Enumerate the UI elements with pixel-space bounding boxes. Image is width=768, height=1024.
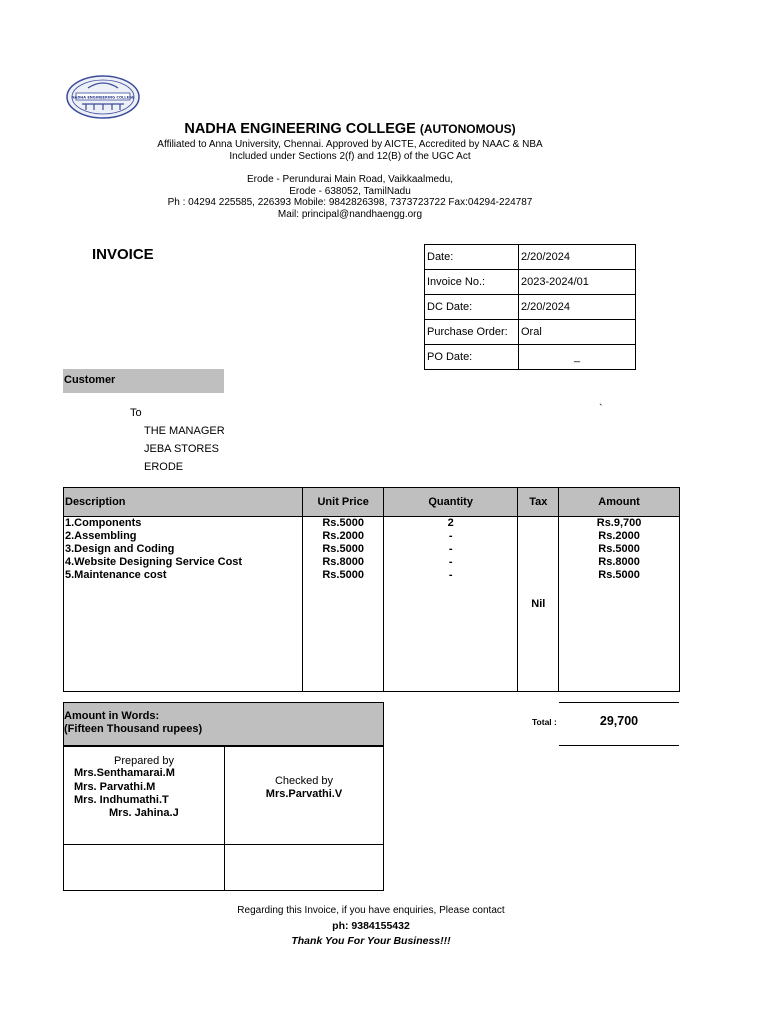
header-tax: Tax	[518, 488, 559, 517]
total-label: Total :	[532, 717, 557, 727]
total-bottom-rule	[559, 745, 679, 746]
meta-label: DC Date:	[425, 295, 519, 320]
stray-mark: `	[599, 403, 603, 415]
mail-line: Mail: principal@nandhaengg.org	[277, 209, 423, 220]
item-unit-price: Rs.5000	[322, 543, 364, 555]
phone-line: Ph : 04294 225585, 226393 Mobile: 9842826398, 7373723722 Fax:04294-224787	[167, 197, 533, 208]
item-amount: Rs.9,700	[596, 517, 642, 529]
prepared-by-label: Prepared by	[114, 755, 174, 767]
item-description: 5.Maintenance cost	[65, 569, 167, 581]
item-description: 4.Website Designing Service Cost	[65, 556, 243, 568]
header-description: Description	[64, 488, 303, 517]
autonomous-label: (AUTONOMOUS)	[419, 122, 516, 136]
tax-value: Nil	[518, 517, 559, 692]
prepared-signature-box	[63, 844, 225, 891]
college-name	[0, 121, 700, 137]
customer-line-3: ERODE	[144, 461, 184, 473]
meta-label: PO Date:	[425, 345, 519, 370]
item-quantity: 2	[447, 517, 454, 529]
preparer-name: Mrs.Senthamarai.M	[74, 767, 175, 779]
total-value: 29,700	[599, 714, 639, 728]
customer-line-1: THE MANAGER	[144, 425, 225, 437]
preparer-name: Mrs. Jahina.J	[109, 807, 179, 819]
college-logo	[66, 74, 140, 120]
amount-in-words-box	[63, 702, 384, 746]
item-description: 1.Components	[65, 517, 142, 529]
ugc-text: Included under Sections 2(f) and 12(B) of the UGC Act	[229, 151, 471, 162]
meta-row-date	[425, 245, 636, 270]
meta-row-purchase-order	[425, 320, 636, 345]
invoice-title: INVOICE	[92, 246, 154, 263]
quantity-column	[383, 517, 518, 692]
meta-row-dc-date	[425, 295, 636, 320]
invoice-meta-table	[424, 244, 636, 370]
unit-price-column	[303, 517, 383, 692]
item-amount: Rs.2000	[598, 530, 640, 542]
customer-to: To	[130, 407, 142, 419]
customer-line-2: JEBA STORES	[144, 443, 219, 455]
meta-row-po-date	[425, 345, 636, 370]
item-unit-price: Rs.5000	[322, 569, 364, 581]
items-table	[63, 487, 680, 692]
item-amount: Rs.5000	[598, 543, 640, 555]
checked-signature-box	[224, 844, 384, 891]
thank-you-text: Thank You For Your Business!!!	[291, 935, 451, 947]
meta-row-invoice-no	[425, 270, 636, 295]
meta-value: 2/20/2024	[519, 295, 636, 320]
amount-in-words-label: Amount in Words:	[64, 710, 160, 722]
meta-value: _	[519, 345, 636, 370]
preparer-name: Mrs. Indhumathi.T	[74, 794, 169, 806]
item-quantity: -	[448, 556, 453, 568]
checker-name: Mrs.Parvathi.V	[265, 788, 343, 800]
item-amount: Rs.5000	[598, 569, 640, 581]
svg-text:NADHA ENGINEERING COLLEGE: NADHA ENGINEERING COLLEGE	[71, 95, 135, 100]
preparer-name: Mrs. Parvathi.M	[74, 781, 156, 793]
item-quantity: -	[448, 543, 453, 555]
header-amount: Amount	[559, 488, 680, 517]
meta-value: 2/20/2024	[519, 245, 636, 270]
item-quantity: -	[448, 569, 453, 581]
prepared-by-box	[63, 746, 225, 845]
total-top-rule	[559, 702, 679, 703]
meta-label: Purchase Order:	[425, 320, 519, 345]
header-unit-price: Unit Price	[303, 488, 383, 517]
items-body-row	[64, 517, 680, 692]
item-amount: Rs.8000	[598, 556, 640, 568]
meta-value: Oral	[519, 320, 636, 345]
meta-label: Invoice No.:	[425, 270, 519, 295]
contact-phone: ph: 9384155432	[332, 920, 410, 932]
item-unit-price: Rs.8000	[322, 556, 364, 568]
enquiry-text: Regarding this Invoice, if you have enquiries, Please contact	[237, 905, 505, 916]
amount-column	[559, 517, 680, 692]
affiliation-text: Affiliated to Anna University, Chennai. Approved by AICTE, Accredited by NAAC & NBA	[157, 139, 543, 150]
address-line-2: Erode - 638052, TamilNadu	[289, 186, 411, 197]
meta-value: 2023-2024/01	[519, 270, 636, 295]
description-column	[64, 517, 303, 692]
item-unit-price: Rs.2000	[322, 530, 364, 542]
item-description: 2.Assembling	[65, 530, 137, 542]
item-quantity: -	[448, 530, 453, 542]
header-quantity: Quantity	[383, 488, 518, 517]
address-line-1: Erode - Perundurai Main Road, Vaikkaalmedu,	[246, 174, 454, 185]
item-unit-price: Rs.5000	[322, 517, 364, 529]
checked-by-label: Checked by	[274, 775, 334, 787]
checked-by-box	[224, 746, 384, 845]
college-title: NADHA ENGINEERING COLLEGE	[184, 121, 416, 137]
meta-label: Date:	[425, 245, 519, 270]
items-header-row	[64, 488, 680, 517]
amount-in-words-value: (Fifteen Thousand rupees)	[64, 723, 203, 735]
customer-heading: Customer	[63, 369, 224, 393]
item-description: 3.Design and Coding	[65, 543, 175, 555]
